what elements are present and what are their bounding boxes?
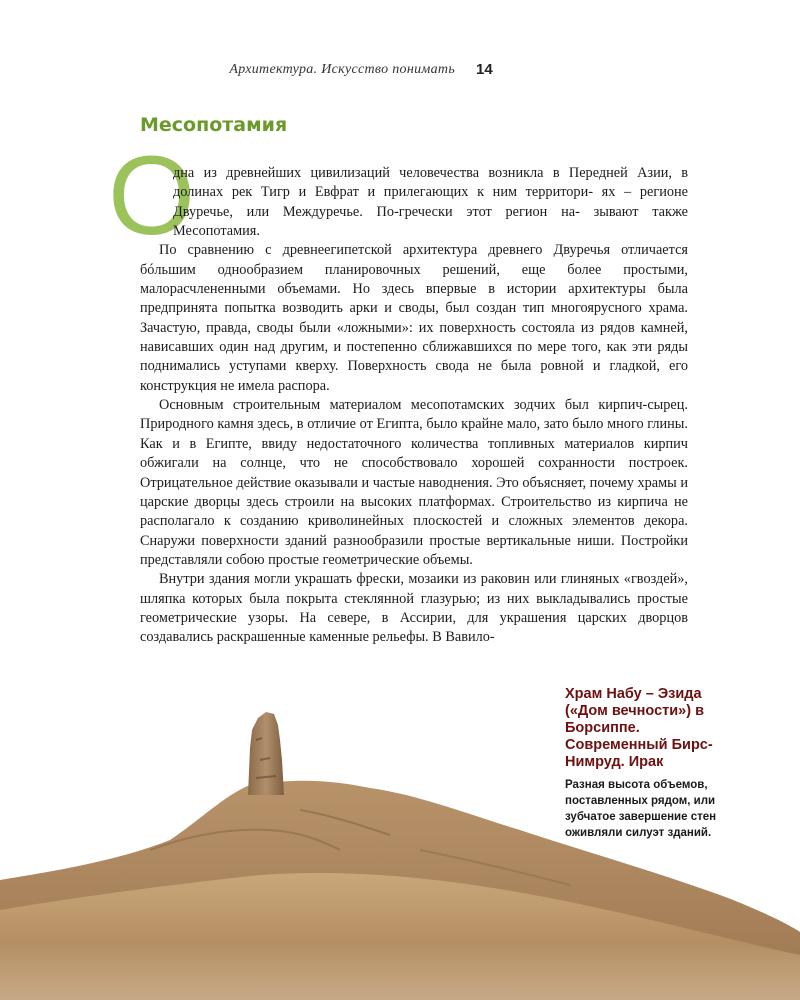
running-header — [0, 62, 800, 84]
p1-line: Азии, в долинах рек Тигр и Евфрат и прилегающих к ним территори- — [173, 165, 688, 201]
page-number: 14 — [476, 61, 493, 78]
p1-line: дна из древнейших цивилизаций человечества возникла в Передней — [173, 165, 628, 181]
caption-text: Разная высота объемов, поставленных рядом, или зубчатое завершение стен оживляли силуэт зданий. — [565, 779, 717, 839]
photo-caption — [565, 686, 745, 841]
paragraph-3: Основным строительным материалом месопотамских зодчих был кирпич-сырец. Природного камня здесь, в отличие от Египта, было крайне мало, зато было много глины. Как и в Египте, ввиду недостаточного количества топливных материалов кирпич обжигали на солнце, что не способствовало хорошей сохранности построек. Отрицательное действие оказывали и частые наводнения. Это объясняет, почему храмы и царские дворцы здесь строили на высоких платформах. Строительство из кирпича не располагало к созданию криволинейных плоскостей и сложных элементов декора. Снаружи поверхности зданий разнообразили простые вертикальные ниши. Постройки представляли собою простые геометрические объемы. — [140, 397, 688, 568]
header-title: Архитектура. Искусство понимать — [229, 62, 455, 77]
paragraph-1 — [140, 164, 688, 241]
body-text — [140, 164, 688, 648]
paragraph-4: Внутри здания могли украшать фрески, мозаики из раковин или глиняных «гвоздей», шляпка которых была покрыта стеклянной глазурью; из них выкладывались простые геометрические узоры. На севере, в Ассирии, для украшения царских дворцов создавались раскрашенные каменные рельефы. В Вавило- — [140, 571, 688, 646]
p1-line: ях – регионе Двуречье, или Междуречье. По-гречески этот регион на- — [173, 184, 688, 220]
paragraph-2: По сравнению с древнеегипетской архитектура древнего Двуречья отличается бóльшим однообразием планировочных решений, еще более простыми, малорасчлененными объемами. Но здесь впервые в истории архитектуры была предпринята попытка возводить арки и своды, был создан тип многоярусного храма. Зачастую, правда, своды были «ложными»: их поверхность состояла из рядов камней, нависавших один над другим, и постепенно сближавшихся по мере того, как эти ряды поднимались уступами кверху. Поверхность свода не была ровной и гладкой, его конструкция не имела распора. — [140, 242, 688, 394]
p1-line: зывают также Месопотамия. — [173, 203, 688, 240]
drop-cap: О — [108, 133, 196, 258]
caption-title: Храм Набу – Эзида («Дом вечности») в Борсиппе. Современный Бирс-Нимруд. Ирак — [565, 686, 713, 770]
section-title: Месопотамия — [140, 114, 288, 136]
tower-ruin — [248, 712, 284, 795]
